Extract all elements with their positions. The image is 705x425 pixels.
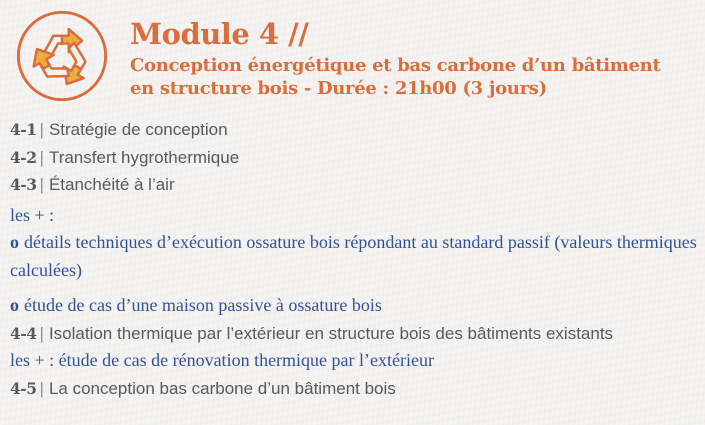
bullet-icon: o <box>10 232 19 252</box>
item-separator: | <box>39 147 44 167</box>
recycle-icon <box>14 8 110 104</box>
item-separator: | <box>39 175 44 194</box>
bullet-icon: o <box>10 295 19 315</box>
item-number: 4-4 <box>10 323 37 343</box>
plus-inline-note: les + : étude de cas de rénovation thermique par l’extérieur <box>10 350 434 370</box>
item-number: 4-5 <box>10 378 37 398</box>
bullet-text: étude de cas d’une maison passive à ossature bois <box>24 295 382 315</box>
bullet-text: détails techniques d’exécution ossature bois répondant au standard passif (valeurs thermiques calculées) <box>10 232 697 280</box>
module-item-4-3 <box>10 171 697 199</box>
plus-bullet-1 <box>10 229 697 284</box>
plus-bullet-2 <box>10 292 697 320</box>
plus-header: les + : <box>10 204 55 225</box>
item-text: Étanchéité à l’air <box>48 175 175 194</box>
item-text: La conception bas carbone d’un bâtiment bois <box>48 378 396 398</box>
module-subtitle-line-1: Conception énergétique et bas carbone d’un bâtiment <box>130 55 661 76</box>
item-text: Isolation thermique par l’extérieur en structure bois des bâtiments existants <box>48 323 614 343</box>
item-separator: | <box>39 120 44 139</box>
module-item-4-4 <box>10 320 697 348</box>
module-item-4-2 <box>10 144 697 172</box>
module-item-4-5 <box>10 375 697 403</box>
item-text: Stratégie de conception <box>48 120 228 139</box>
module-content-list <box>0 104 705 402</box>
item-separator: | <box>39 323 44 343</box>
page-title: Module 4 // <box>130 17 309 51</box>
module-subtitle-line-2: en structure bois - Durée : 21h00 (3 jours) <box>130 78 547 99</box>
item-number: 4-3 <box>10 175 37 194</box>
item-number: 4-1 <box>10 120 37 139</box>
module-item-4-1 <box>10 116 697 144</box>
module-header-text <box>130 8 660 100</box>
module-header <box>0 0 705 104</box>
item-number: 4-2 <box>10 147 37 167</box>
item-text: Transfert hygrothermique <box>48 147 240 167</box>
item-separator: | <box>39 378 44 398</box>
